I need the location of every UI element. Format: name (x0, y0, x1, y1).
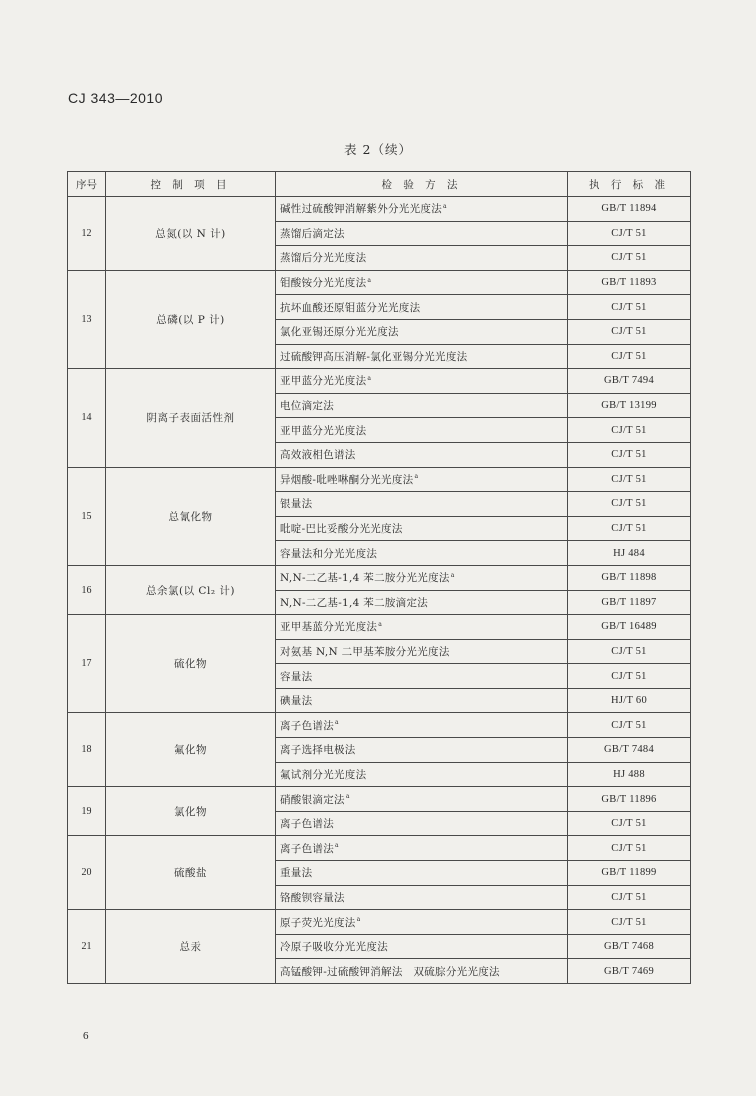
standard-code: CJ/T 51 (568, 516, 691, 541)
standard-code: GB/T 11893 (568, 270, 691, 295)
test-method-cell (276, 615, 568, 640)
test-method-cell (276, 541, 568, 566)
test-method-cell (276, 787, 568, 812)
control-item: 总氰化物 (106, 467, 276, 565)
test-method-cell (276, 369, 568, 394)
test-method: 钼酸铵分光光度法 (280, 277, 367, 290)
standard-code: CJ/T 51 (568, 467, 691, 492)
footnote-mark: a (356, 916, 361, 924)
standard-code: CJ/T 51 (568, 492, 691, 517)
test-method-cell (276, 197, 568, 222)
control-item: 硫酸盐 (106, 836, 276, 910)
footnote-mark: a (367, 276, 372, 284)
row-number: 20 (68, 836, 106, 910)
table-row (68, 836, 691, 861)
test-method: N,N-二乙基-1,4 苯二胺分光光度法 (280, 572, 450, 585)
standard-code: CJ/T 51 (568, 713, 691, 738)
standard-code: CJ/T 51 (568, 639, 691, 664)
standard-code: GB/T 11896 (568, 787, 691, 812)
table-row (68, 615, 691, 640)
test-method: 离子色谱法 (280, 818, 334, 831)
test-method: 亚甲基蓝分光光度法 (280, 621, 378, 634)
test-method: 吡啶-巴比妥酸分光光度法 (280, 523, 403, 536)
footnote-mark: a (345, 793, 350, 801)
test-method: 蒸馏后滴定法 (280, 227, 345, 240)
test-method-cell (276, 295, 568, 320)
standard-code: CJ/T 51 (568, 418, 691, 443)
standard-code: CJ/T 51 (568, 836, 691, 861)
standard-code: CJ/T 51 (568, 885, 691, 910)
control-item: 总汞 (106, 910, 276, 984)
test-method: 蒸馏后分光光度法 (280, 252, 367, 265)
test-method: 原子荧光光度法 (280, 916, 356, 929)
test-method-cell (276, 688, 568, 713)
test-method: 离子色谱法 (280, 719, 334, 732)
test-method: 氯化亚锡还原分光光度法 (280, 326, 399, 339)
standard-code: HJ/T 60 (568, 688, 691, 713)
test-method: 离子选择电极法 (280, 744, 356, 757)
test-method-cell (276, 934, 568, 959)
row-number: 12 (68, 197, 106, 271)
standard-code: HJ 488 (568, 762, 691, 787)
table-row (68, 467, 691, 492)
footnote-mark: a (367, 374, 372, 382)
test-method: 抗坏血酸还原钼蓝分光光度法 (280, 301, 421, 314)
test-method-cell (276, 836, 568, 861)
standard-code: CJ/T 51 (568, 811, 691, 836)
control-item: 氟化物 (106, 713, 276, 787)
standard-code: GB/T 11899 (568, 861, 691, 886)
standard-code: GB/T 7468 (568, 934, 691, 959)
test-method-cell (276, 590, 568, 615)
table-header-row (68, 172, 691, 197)
test-method-cell (276, 639, 568, 664)
test-method-cell (276, 270, 568, 295)
standard-code: CJ/T 51 (568, 319, 691, 344)
header-item: 控 制 项 目 (106, 172, 276, 197)
test-method-cell (276, 319, 568, 344)
test-method: 硝酸银滴定法 (280, 793, 345, 806)
table-row (68, 787, 691, 812)
page-number: 6 (83, 1030, 89, 1042)
row-number: 16 (68, 565, 106, 614)
test-method-cell (276, 221, 568, 246)
test-method: 银量法 (280, 498, 313, 511)
row-number: 21 (68, 910, 106, 984)
test-method: 碱性过硫酸钾消解紫外分光光度法 (280, 203, 442, 216)
standard-code: CJ/T 51 (568, 910, 691, 935)
test-method: 亚甲蓝分光光度法 (280, 424, 367, 437)
test-method: 容量法和分光光度法 (280, 547, 378, 560)
standard-code: HJ 484 (568, 541, 691, 566)
standard-code: GB/T 7484 (568, 738, 691, 763)
table-row (68, 270, 691, 295)
test-method: 碘量法 (280, 695, 313, 708)
document-code: CJ 343—2010 (68, 90, 164, 106)
test-method: 异烟酸-吡唑啉酮分光光度法 (280, 473, 414, 486)
standard-code: CJ/T 51 (568, 246, 691, 271)
table-row (68, 369, 691, 394)
standard-code: CJ/T 51 (568, 664, 691, 689)
test-method-cell (276, 246, 568, 271)
standard-code: GB/T 11897 (568, 590, 691, 615)
standard-code: CJ/T 51 (568, 442, 691, 467)
header-method: 检 验 方 法 (276, 172, 568, 197)
control-item: 总氮(以 N 计) (106, 197, 276, 271)
test-method-cell (276, 393, 568, 418)
test-method: 高锰酸钾-过硫酸钾消解法 双硫腙分光光度法 (280, 965, 500, 978)
test-method: 过硫酸钾高压消解-氯化亚锡分光光度法 (280, 350, 468, 363)
test-method: 氟试剂分光光度法 (280, 768, 367, 781)
test-method-cell (276, 738, 568, 763)
standard-code: CJ/T 51 (568, 295, 691, 320)
footnote-mark: a (335, 842, 339, 850)
standard-code: GB/T 11894 (568, 197, 691, 222)
standard-code: GB/T 16489 (568, 615, 691, 640)
test-method: N,N-二乙基-1,4 苯二胺滴定法 (280, 596, 429, 609)
standard-code: GB/T 11898 (568, 565, 691, 590)
test-method-cell (276, 910, 568, 935)
header-no: 序号 (68, 172, 106, 197)
row-number: 18 (68, 713, 106, 787)
standard-code: GB/T 7469 (568, 959, 691, 984)
test-method-cell (276, 713, 568, 738)
test-method-cell (276, 861, 568, 886)
control-item: 总磷(以 P 计) (106, 270, 276, 368)
table-row (68, 565, 691, 590)
row-number: 14 (68, 369, 106, 467)
test-method-cell (276, 885, 568, 910)
test-method: 离子色谱法 (280, 842, 334, 855)
test-method: 电位滴定法 (280, 400, 334, 413)
test-method-cell (276, 344, 568, 369)
control-item: 氯化物 (106, 787, 276, 836)
footnote-mark: a (450, 571, 455, 579)
test-method: 铬酸钡容量法 (280, 891, 345, 904)
test-method-cell (276, 762, 568, 787)
test-method-cell (276, 664, 568, 689)
control-item: 阴离子表面活性剂 (106, 369, 276, 467)
table-row (68, 197, 691, 222)
test-method: 重量法 (280, 867, 313, 880)
table-title: 表 2（续） (344, 142, 412, 157)
row-number: 13 (68, 270, 106, 368)
test-method-cell (276, 418, 568, 443)
standard-code: GB/T 13199 (568, 393, 691, 418)
footnote-mark: a (378, 620, 383, 628)
table-body (68, 197, 691, 984)
footnote-mark: a (414, 473, 419, 481)
row-number: 19 (68, 787, 106, 836)
footnote-mark: a (335, 719, 339, 727)
row-number: 17 (68, 615, 106, 713)
header-standard: 执 行 标 准 (568, 172, 691, 197)
test-method-cell (276, 811, 568, 836)
test-method-cell (276, 492, 568, 517)
row-number: 15 (68, 467, 106, 565)
test-method: 亚甲蓝分光光度法 (280, 375, 367, 388)
control-item: 总余氯(以 Cl₂ 计) (106, 565, 276, 614)
test-method-cell (276, 516, 568, 541)
test-method-cell (276, 467, 568, 492)
standard-code: GB/T 7494 (568, 369, 691, 394)
test-method-cell (276, 442, 568, 467)
standards-table (67, 171, 691, 984)
standard-code: CJ/T 51 (568, 221, 691, 246)
footnote-mark: a (443, 202, 447, 210)
test-method: 容量法 (280, 670, 313, 683)
table-row (68, 910, 691, 935)
table-row (68, 713, 691, 738)
standard-code: CJ/T 51 (568, 344, 691, 369)
test-method: 冷原子吸收分光光度法 (280, 941, 388, 954)
control-item: 硫化物 (106, 615, 276, 713)
test-method-cell (276, 565, 568, 590)
test-method: 高效液相色谱法 (280, 449, 356, 462)
test-method-cell (276, 959, 568, 984)
test-method: 对氨基 N,N 二甲基苯胺分光光度法 (280, 645, 450, 658)
